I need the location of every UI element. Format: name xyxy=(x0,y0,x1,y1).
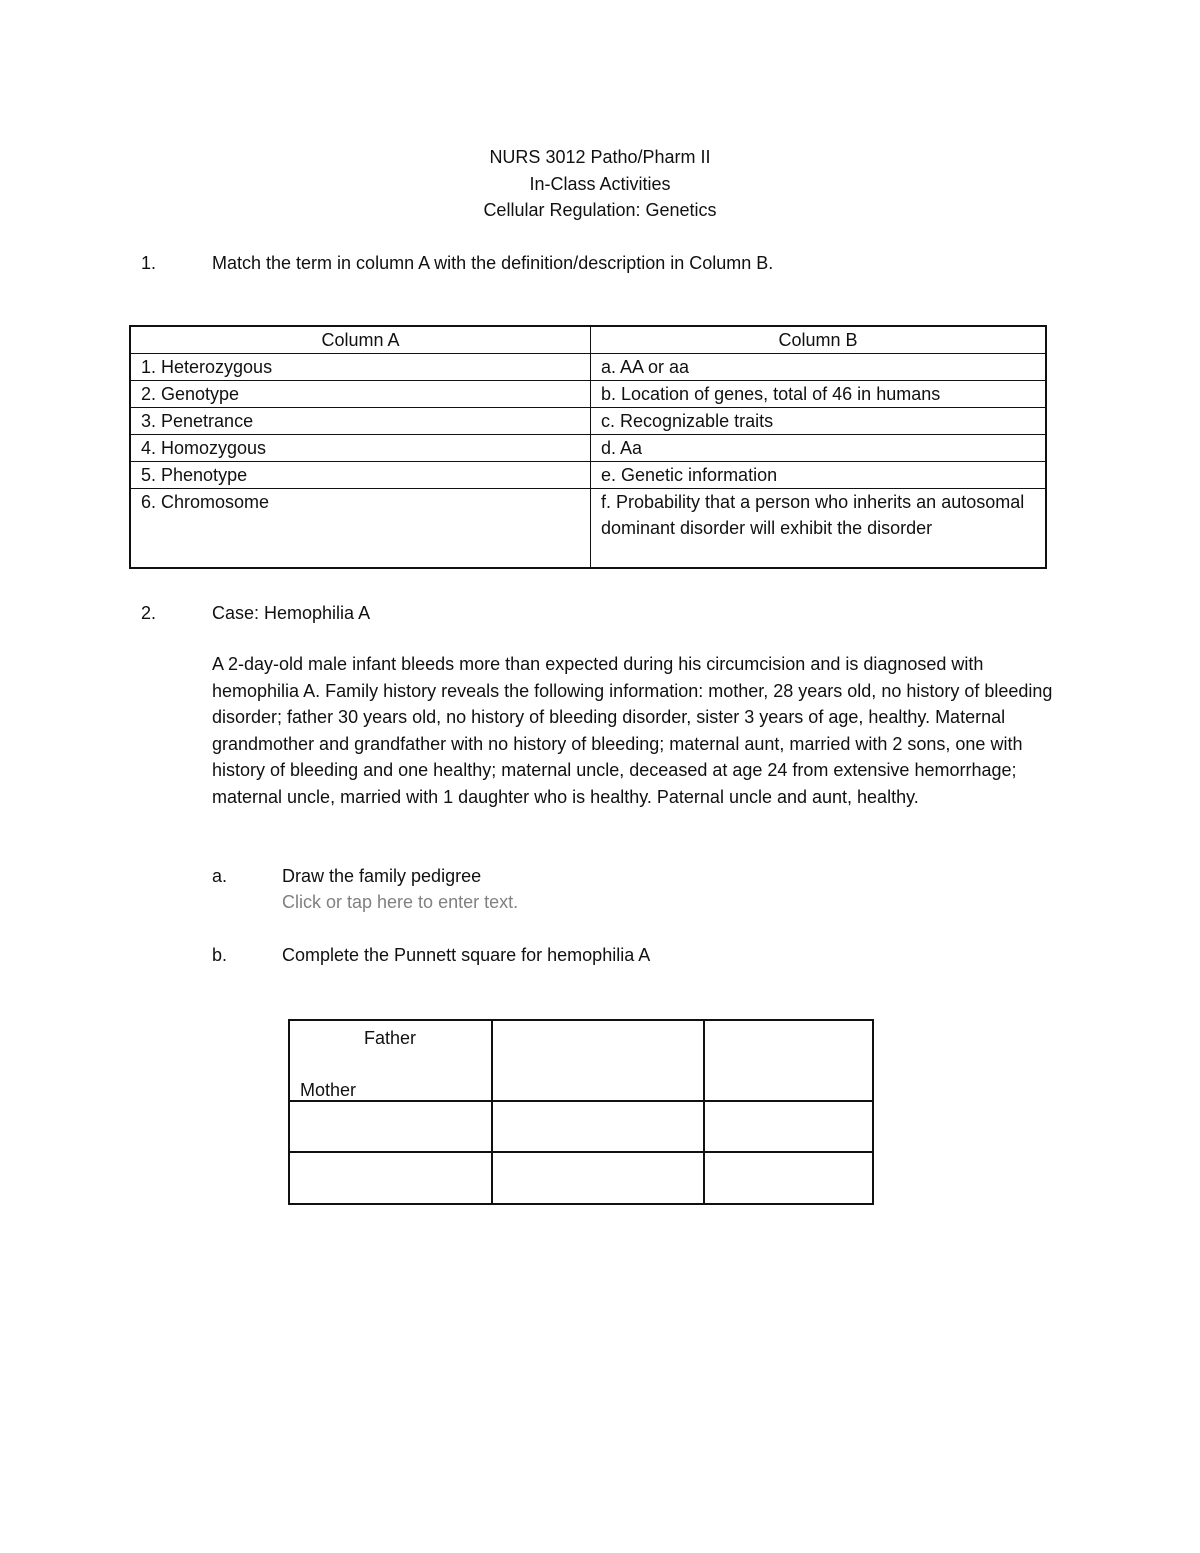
table-row xyxy=(130,381,1046,408)
column-a-cell: 5. Phenotype xyxy=(130,462,591,489)
part-b-text: Complete the Punnett square for hemophilia A xyxy=(282,945,651,965)
question-2-title: Case: Hemophilia A xyxy=(212,603,371,623)
punnett-row xyxy=(289,1152,873,1204)
father-label: Father xyxy=(364,1028,417,1048)
punnett-row xyxy=(289,1020,873,1101)
column-a-cell: 2. Genotype xyxy=(130,381,591,408)
course-title: NURS 3012 Patho/Pharm II xyxy=(489,147,711,167)
punnett-cell[interactable] xyxy=(704,1020,873,1101)
table-row xyxy=(130,354,1046,381)
part-a-letter: a. xyxy=(212,866,228,886)
matching-table xyxy=(129,325,1047,569)
case-description: A 2-day-old male infant bleeds more than expected during his circumcision and is diagnosed with hemophilia A. Family history reveals the following information: mother, 28 years old, no history of bleeding disorder; father 30 years old, no history of bleeding disorder, sister 3 years of age, healthy. Maternal grandmother and grandfather with no history of bleeding; maternal aunt, married with 2 sons, one with history of bleeding and one healthy; maternal uncle, deceased at age 24 from extensive hemorrhage; maternal uncle, married with 1 daughter who is healthy. Paternal uncle and aunt, healthy. xyxy=(212,654,1053,807)
part-b-letter: b. xyxy=(212,945,228,965)
table-row xyxy=(130,462,1046,489)
column-b-cell: c. Recognizable traits xyxy=(591,408,1047,435)
column-b-cell: d. Aa xyxy=(591,435,1047,462)
punnett-cell[interactable] xyxy=(704,1152,873,1204)
column-b-header: Column B xyxy=(591,326,1047,354)
table-row xyxy=(130,408,1046,435)
column-b-cell: b. Location of genes, total of 46 in humans xyxy=(591,381,1047,408)
question-1-prompt: Match the term in column A with the definition/description in Column B. xyxy=(212,253,774,273)
punnett-cell[interactable] xyxy=(492,1152,704,1204)
punnett-cell[interactable] xyxy=(289,1152,492,1204)
pedigree-text-field[interactable]: Click or tap here to enter text. xyxy=(282,892,519,912)
question-2-number: 2. xyxy=(141,603,157,623)
column-b-cell: f. Probability that a person who inherits an autosomal dominant disorder will exhibit the disorder xyxy=(591,489,1047,569)
punnett-cell[interactable] xyxy=(492,1020,704,1101)
column-a-header: Column A xyxy=(130,326,591,354)
column-a-cell: 3. Penetrance xyxy=(130,408,591,435)
punnett-cell[interactable] xyxy=(492,1101,704,1152)
table-row xyxy=(130,435,1046,462)
document-header xyxy=(0,144,1200,224)
column-a-cell: 1. Heterozygous xyxy=(130,354,591,381)
column-a-cell: 4. Homozygous xyxy=(130,435,591,462)
punnett-row xyxy=(289,1101,873,1152)
activity-title: In-Class Activities xyxy=(529,173,671,194)
punnett-cell[interactable] xyxy=(289,1101,492,1152)
question-1-number: 1. xyxy=(141,253,157,273)
part-a-text: Draw the family pedigree xyxy=(282,866,482,886)
matching-table-header-row xyxy=(130,326,1046,354)
punnett-cell[interactable] xyxy=(704,1101,873,1152)
mother-label: Mother xyxy=(300,1080,357,1100)
column-b-cell: e. Genetic information xyxy=(591,462,1047,489)
punnett-square xyxy=(288,1019,874,1205)
topic-title: Cellular Regulation: Genetics xyxy=(483,200,717,220)
column-b-cell: a. AA or aa xyxy=(591,354,1047,381)
punnett-corner-cell xyxy=(289,1020,492,1101)
column-a-cell: 6. Chromosome xyxy=(130,489,591,569)
table-row xyxy=(130,489,1046,569)
